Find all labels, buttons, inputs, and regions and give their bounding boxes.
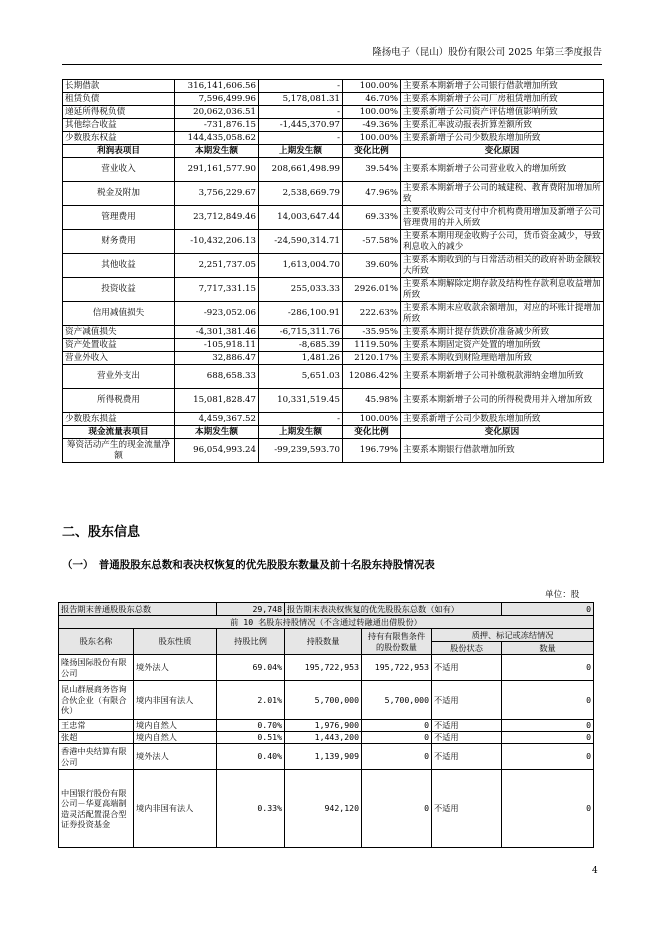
table-row	[63, 106, 604, 119]
cell-restricted: 0	[362, 770, 432, 848]
shareholder-row	[59, 732, 594, 744]
cell-item: 信用减值损失	[63, 302, 175, 326]
cell-status: 不适用	[432, 744, 502, 770]
cell-previous: -6,715,311.76	[259, 326, 343, 339]
cell-reason: 主要系新增子公司少数股东增加所致	[401, 132, 604, 145]
cell-quantity: 195,722,953	[285, 655, 362, 681]
subsection-title: （一） 普通股股东总数和表决权恢复的优先股股东数量及前十名股东持股情况表	[62, 559, 435, 571]
cell-change: -35.95%	[343, 326, 401, 339]
cell-change: 46.70%	[343, 93, 401, 106]
shareholder-row	[59, 744, 594, 770]
cell-previous: -	[259, 413, 343, 426]
unit-label: 单位：股	[545, 590, 580, 600]
cell-change: 39.54%	[343, 158, 401, 182]
cell-item: 长期借款	[63, 80, 175, 93]
cell-name: 隆扬国际股份有限公司	[59, 655, 134, 681]
cell-name: 王忠常	[59, 720, 134, 732]
cell-item: 递延所得税负债	[63, 106, 175, 119]
table-row	[63, 326, 604, 339]
preferred-holders-label: 报告期末表决权恢复的优先股股东总数（如有）	[285, 603, 502, 616]
cell-name: 昆山群展商务咨询合伙企业（有限合伙）	[59, 681, 134, 720]
cell-quantity: 5,700,000	[285, 681, 362, 720]
cell-reason: 主要系本期新增子公司厂房租赁增加所致	[401, 93, 604, 106]
cell-item: 少数股东损益	[63, 413, 175, 426]
cell-current: 2,251,737.05	[175, 254, 259, 278]
cell-current: 291,161,577.90	[175, 158, 259, 182]
header-name: 股东名称	[59, 629, 134, 655]
cell-change: 1119.50%	[343, 339, 401, 352]
report-title: 隆扬电子（昆山）股份有限公司 2025 年第三季度报告	[372, 47, 602, 58]
cell-current: -731,876.15	[175, 119, 259, 132]
cell-item: 利润表项目	[63, 145, 175, 158]
section-title: 二、股东信息	[62, 525, 141, 540]
header-restricted: 持有有限售条件的股份数量	[362, 629, 432, 655]
cell-ratio: 0.40%	[217, 744, 285, 770]
cell-previous: 5,178,081.31	[259, 93, 343, 106]
cell-change: -49.36%	[343, 119, 401, 132]
shareholder-row	[59, 720, 594, 732]
table-row	[63, 230, 604, 254]
cell-item: 营业外收入	[63, 352, 175, 365]
cell-current: 96,054,993.24	[175, 439, 259, 463]
cell-change: 196.79%	[343, 439, 401, 463]
cell-previous: 上期发生额	[259, 426, 343, 439]
table-row	[63, 352, 604, 365]
table-row	[63, 132, 604, 145]
cell-item: 税金及附加	[63, 182, 175, 206]
cell-ratio: 69.04%	[217, 655, 285, 681]
cell-previous: 2,538,669.79	[259, 182, 343, 206]
cell-restricted: 0	[362, 732, 432, 744]
cell-current: -4,301,381.46	[175, 326, 259, 339]
cell-current: 688,658.33	[175, 365, 259, 389]
cell-current: -10,432,206.13	[175, 230, 259, 254]
cell-reason: 变化原因	[401, 145, 604, 158]
cell-previous: 255,033.33	[259, 278, 343, 302]
cell-ratio: 0.33%	[217, 770, 285, 848]
cell-current: 32,886.47	[175, 352, 259, 365]
common-holders-label: 报告期末普通股股东总数	[59, 603, 217, 616]
cell-nature: 境外法人	[134, 655, 217, 681]
page-header	[62, 44, 602, 65]
cell-change: 变化比例	[343, 145, 401, 158]
cell-change: 100.00%	[343, 80, 401, 93]
cell-ratio: 2.01%	[217, 681, 285, 720]
cell-current: 20,062,036.51	[175, 106, 259, 119]
cell-item: 财务费用	[63, 230, 175, 254]
cell-previous: -	[259, 80, 343, 93]
table-row	[63, 365, 604, 389]
cell-change: 100.00%	[343, 106, 401, 119]
table-row	[63, 182, 604, 206]
cell-reason: 主要系新增子公司少数股东增加所致	[401, 413, 604, 426]
change-analysis-table	[62, 79, 604, 463]
cell-reason: 变化原因	[401, 426, 604, 439]
cell-item: 其他综合收益	[63, 119, 175, 132]
cell-current: 7,596,499.96	[175, 93, 259, 106]
table-row	[63, 302, 604, 326]
cell-item: 租赁负债	[63, 93, 175, 106]
cell-item: 筹资活动产生的现金流量净额	[63, 439, 175, 463]
cell-name: 香港中央结算有限公司	[59, 744, 134, 770]
cell-reason: 主要系本期收到的与日常活动相关的政府补助金额较大所致	[401, 254, 604, 278]
cell-quantity: 1,443,200	[285, 732, 362, 744]
income-header-row	[63, 145, 604, 158]
cell-item: 营业外支出	[63, 365, 175, 389]
cell-reason: 主要系收购公司支付中介机构费用增加及新增子公司管理费用的并入所致	[401, 206, 604, 230]
cell-item: 资产减值损失	[63, 326, 175, 339]
shareholder-row	[59, 770, 594, 848]
cell-reason: 主要系汇率波动报表折算差额所致	[401, 119, 604, 132]
table-row	[63, 80, 604, 93]
cell-previous: 10,331,519.45	[259, 389, 343, 413]
table-row	[63, 93, 604, 106]
shareholder-row	[59, 681, 594, 720]
cell-reason: 主要系新增子公司资产评估增值影响所致	[401, 106, 604, 119]
table-row	[63, 254, 604, 278]
cell-change: 45.98%	[343, 389, 401, 413]
cell-restricted: 5,700,000	[362, 681, 432, 720]
cell-current: 316,141,606.56	[175, 80, 259, 93]
cell-change: 47.96%	[343, 182, 401, 206]
cell-previous: -99,239,593.70	[259, 439, 343, 463]
shareholder-row	[59, 655, 594, 681]
cell-previous: 1,481.26	[259, 352, 343, 365]
table-row	[63, 339, 604, 352]
cell-previous: 14,003,647.44	[259, 206, 343, 230]
cell-previous: 上期发生额	[259, 145, 343, 158]
cell-change: -57.58%	[343, 230, 401, 254]
cell-reason: 主要系本期新增子公司的城建税、教育费附加增加所致	[401, 182, 604, 206]
cell-qty: 0	[502, 720, 594, 732]
top10-caption: 前 10 名股东持股情况（不含通过转融通出借股份）	[59, 616, 594, 629]
cell-change: 100.00%	[343, 132, 401, 145]
table-row	[63, 439, 604, 463]
cell-qty: 0	[502, 681, 594, 720]
cell-ratio: 0.51%	[217, 732, 285, 744]
cell-nature: 境内自然人	[134, 732, 217, 744]
cell-reason: 主要系本期新增子公司银行借款增加所致	[401, 80, 604, 93]
cell-change: 100.00%	[343, 413, 401, 426]
preferred-holders-value: 0	[502, 603, 594, 616]
common-holders-value: 29,748	[217, 603, 285, 616]
cell-nature: 境内非国有法人	[134, 770, 217, 848]
cell-status: 不适用	[432, 681, 502, 720]
page-number: 4	[592, 866, 598, 876]
header-ratio: 持股比例	[217, 629, 285, 655]
cell-reason: 主要系本期新增子公司补缴税款滞纳金增加所致	[401, 365, 604, 389]
cell-reason: 主要系本期固定资产处置的增加所致	[401, 339, 604, 352]
cell-change: 2926.01%	[343, 278, 401, 302]
cell-current: -105,918.11	[175, 339, 259, 352]
cell-reason: 主要系本期末应收款余额增加，对应的坏账计提增加所致	[401, 302, 604, 326]
cell-qty: 0	[502, 655, 594, 681]
cell-item: 投资收益	[63, 278, 175, 302]
cell-change: 69.33%	[343, 206, 401, 230]
cell-previous: -24,590,314.71	[259, 230, 343, 254]
cell-restricted: 195,722,953	[362, 655, 432, 681]
cell-previous: -1,445,370.97	[259, 119, 343, 132]
cell-current: 15,081,828.47	[175, 389, 259, 413]
cash-header-row	[63, 426, 604, 439]
cell-reason: 主要系本期解除定期存款及结构性存款利息收益增加所致	[401, 278, 604, 302]
cell-item: 少数股东权益	[63, 132, 175, 145]
table-row	[63, 413, 604, 426]
cell-current: 本期发生额	[175, 426, 259, 439]
cell-current: 7,717,331.15	[175, 278, 259, 302]
cell-previous: -8,685.39	[259, 339, 343, 352]
cell-previous: -286,100.91	[259, 302, 343, 326]
cell-current: 3,756,229.67	[175, 182, 259, 206]
cell-status: 不适用	[432, 770, 502, 848]
cell-status: 不适用	[432, 720, 502, 732]
cell-status: 不适用	[432, 655, 502, 681]
cell-reason: 主要系本期新增子公司的所得税费用并入增加所致	[401, 389, 604, 413]
cell-item: 现金流量表项目	[63, 426, 175, 439]
table-row	[63, 158, 604, 182]
cell-item: 所得税费用	[63, 389, 175, 413]
header-pledge-group: 质押、标记或冻结情况	[432, 629, 594, 642]
table-row	[63, 119, 604, 132]
cell-quantity: 1,976,900	[285, 720, 362, 732]
cell-current: 144,435,058.62	[175, 132, 259, 145]
header-nature: 股东性质	[134, 629, 217, 655]
cell-status: 不适用	[432, 732, 502, 744]
cell-current: -923,052.06	[175, 302, 259, 326]
cell-current: 23,712,849.46	[175, 206, 259, 230]
cell-reason: 主要系本期计提存货跌价准备减少所致	[401, 326, 604, 339]
cell-ratio: 0.70%	[217, 720, 285, 732]
cell-reason: 主要系本期银行借款增加所致	[401, 439, 604, 463]
cell-qty: 0	[502, 744, 594, 770]
cell-quantity: 942,120	[285, 770, 362, 848]
cell-item: 营业收入	[63, 158, 175, 182]
cell-current: 4,459,367.52	[175, 413, 259, 426]
cell-quantity: 1,139,909	[285, 744, 362, 770]
cell-previous: 208,661,498.99	[259, 158, 343, 182]
cell-change: 2120.17%	[343, 352, 401, 365]
cell-item: 其他收益	[63, 254, 175, 278]
cell-previous: 1,613,004.70	[259, 254, 343, 278]
cell-reason: 主要系本期用现金收购子公司，货币资金减少，导致利息收入的减少	[401, 230, 604, 254]
cell-restricted: 0	[362, 744, 432, 770]
cell-reason: 主要系本期收到财险理赔增加所致	[401, 352, 604, 365]
header-pledge-qty: 数量	[502, 642, 594, 655]
cell-qty: 0	[502, 732, 594, 744]
cell-reason: 主要系本期新增子公司营业收入的增加所致	[401, 158, 604, 182]
cell-previous: 5,651.03	[259, 365, 343, 389]
header-quantity: 持股数量	[285, 629, 362, 655]
table-row	[63, 278, 604, 302]
cell-name: 中国银行股份有限公司－华夏高端制造灵活配置混合型证券投资基金	[59, 770, 134, 848]
cell-nature: 境内自然人	[134, 720, 217, 732]
cell-item: 资产处置收益	[63, 339, 175, 352]
header-pledge-status: 股份状态	[432, 642, 502, 655]
cell-name: 张超	[59, 732, 134, 744]
cell-change: 39.60%	[343, 254, 401, 278]
cell-change: 222.63%	[343, 302, 401, 326]
cell-item: 管理费用	[63, 206, 175, 230]
cell-nature: 境外法人	[134, 744, 217, 770]
cell-nature: 境内非国有法人	[134, 681, 217, 720]
cell-previous: -	[259, 132, 343, 145]
cell-change: 变化比例	[343, 426, 401, 439]
shareholder-table	[58, 602, 594, 848]
table-row	[63, 206, 604, 230]
cell-restricted: 0	[362, 720, 432, 732]
cell-previous: -	[259, 106, 343, 119]
cell-qty: 0	[502, 770, 594, 848]
cell-change: 12086.42%	[343, 365, 401, 389]
cell-current: 本期发生额	[175, 145, 259, 158]
table-row	[63, 389, 604, 413]
